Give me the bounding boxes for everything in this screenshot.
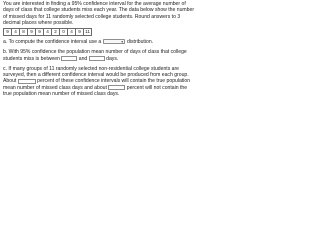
chevron-down-icon: ▾ (121, 39, 124, 44)
data-cell: 9 (36, 29, 44, 36)
data-row (4, 29, 92, 36)
question-c-part2: percent of these confidence intervals will contain the true population mean number of missed class days and about (3, 78, 191, 91)
question-b-middle: and (78, 55, 88, 62)
question-b-suffix: days. (106, 55, 119, 62)
question-c-part3: percent will not contain the true population mean number of missed class days. (3, 84, 188, 98)
problem-intro: You are interested in finding a 95% confidence interval for the average number of days of class that college students miss each year. The data below show the number of missed days for 11 randomly selected college students. Round answers to 3 decimal places where possible. (3, 1, 195, 27)
percent-not-contain-input[interactable] (108, 85, 125, 90)
data-cell: 4 (68, 29, 76, 36)
data-cell: 2 (52, 29, 60, 36)
data-cell: 0 (60, 29, 68, 36)
data-cell: 4 (44, 29, 52, 36)
question-a (3, 39, 197, 45)
question-b-prefix: b. With 95% confidence the population mean number of days of class that college students miss is between (3, 49, 187, 62)
percent-contain-input[interactable] (18, 79, 36, 84)
question-b (3, 49, 197, 62)
question-page (0, 0, 200, 106)
question-c (3, 66, 197, 98)
data-cell: 4 (12, 29, 20, 36)
question-a-suffix: distribution. (127, 39, 154, 46)
question-a-prefix: a. To compute the confidence interval use a (3, 39, 102, 46)
data-cell: 9 (28, 29, 36, 36)
data-cell: 11 (85, 29, 90, 35)
question-c-part1: c. If many groups of 11 randomly selected non-residential college students are surveyed, then a different confidence interval would be produced from each group. About (3, 65, 189, 85)
upper-bound-input[interactable] (89, 56, 105, 61)
distribution-select[interactable] (103, 39, 125, 44)
data-cell: 8 (20, 29, 28, 36)
data-cell: 9 (76, 29, 84, 36)
lower-bound-input[interactable] (61, 56, 77, 61)
data-table (3, 28, 92, 36)
data-cell: 9 (4, 29, 12, 36)
